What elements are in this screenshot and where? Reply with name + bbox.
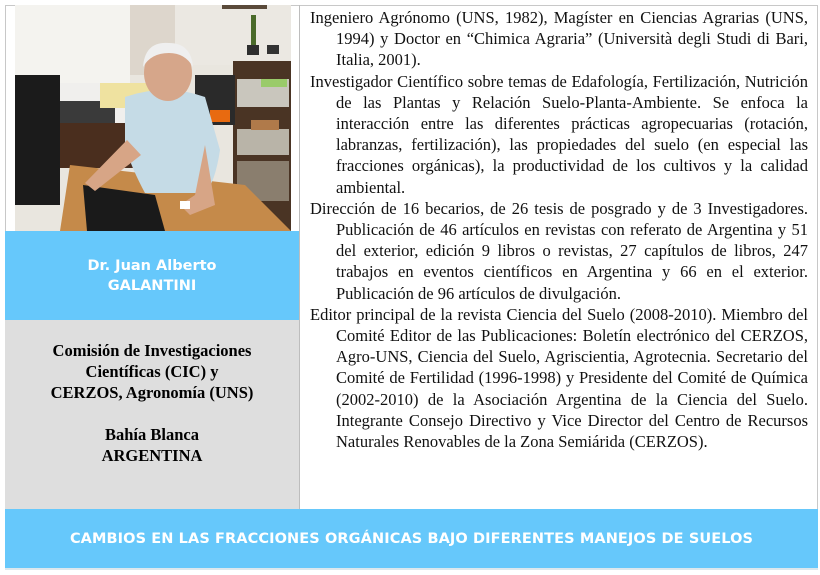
researcher-name-block xyxy=(5,231,299,320)
affiliation-country: ARGENTINA xyxy=(101,446,203,465)
portrait-image xyxy=(15,5,291,231)
profile-photo xyxy=(15,5,291,231)
biography-column xyxy=(300,5,818,509)
researcher-name: Dr. Juan Alberto xyxy=(87,257,217,274)
affiliation-city: Bahía Blanca xyxy=(105,425,199,444)
affiliation-line: Comisión de Investigaciones xyxy=(52,341,252,360)
talk-title-banner xyxy=(5,509,818,568)
bio-research: Investigador Científico sobre temas de Edafología, Fertilización, Nutrición de las Plantas y Relación Suelo-Planta-Ambiente. Se enfoca la interacción entre las diferentes prácticas agropecuarias (rotación, labranzas, fertilización), las propiedades del suelo (en especial las fracciones orgánicas), la productividad de los cultivos y la calidad ambiental. xyxy=(310,71,808,197)
bio-editorial-roles: Editor principal de la revista Ciencia del Suelo (2008-2010). Miembro del Comité Editor de las Publicaciones: Boletín electrónico del CERZOS, Agro-UNS, Ciencia del Suelo, Agriscientia, Agrotecnia. Secretario del Comité de Fertilidad (1996-1998) y Presidente del Comité de Química (2002-2010) de la Asociación Argentina de la Ciencia del Suelo. Integrante Consejo Directivo y Vice Director del Centro de Recursos Naturales Renovables de la Zona Semiárida (CERZOS). xyxy=(310,304,808,452)
affiliation-line: CERZOS, Agronomía (UNS) xyxy=(50,383,254,402)
bio-education: Ingeniero Agrónomo (UNS, 1982), Magíster en Ciencias Agrarias (UNS, 1994) y Doctor en “Chimica Agraria” (Università degli Studi di Bari, Italia, 2001). xyxy=(310,8,808,70)
researcher-surname: GALANTINI xyxy=(107,277,197,294)
spacer xyxy=(5,403,299,424)
bio-supervision-publications: Dirección de 16 becarios, de 26 tesis de posgrado y de 3 Investigadores. Publicación de 46 artículos en revistas con referato de Argentina y 51 del exterior, edición 9 libros o revistas, 27 capítulos de libros, 247 trabajos en eventos científicos en Argentina y 66 en el exterior. Publicación de 96 artículos de divulgación. xyxy=(310,198,808,303)
profile-sidebar xyxy=(5,5,300,509)
affiliation-block xyxy=(5,320,299,509)
talk-title: CAMBIOS EN LAS FRACCIONES ORGÁNICAS BAJO DIFERENTES MANEJOS DE SUELOS xyxy=(69,530,754,547)
divider xyxy=(5,568,818,570)
affiliation-line: Científicas (CIC) y xyxy=(85,362,219,381)
